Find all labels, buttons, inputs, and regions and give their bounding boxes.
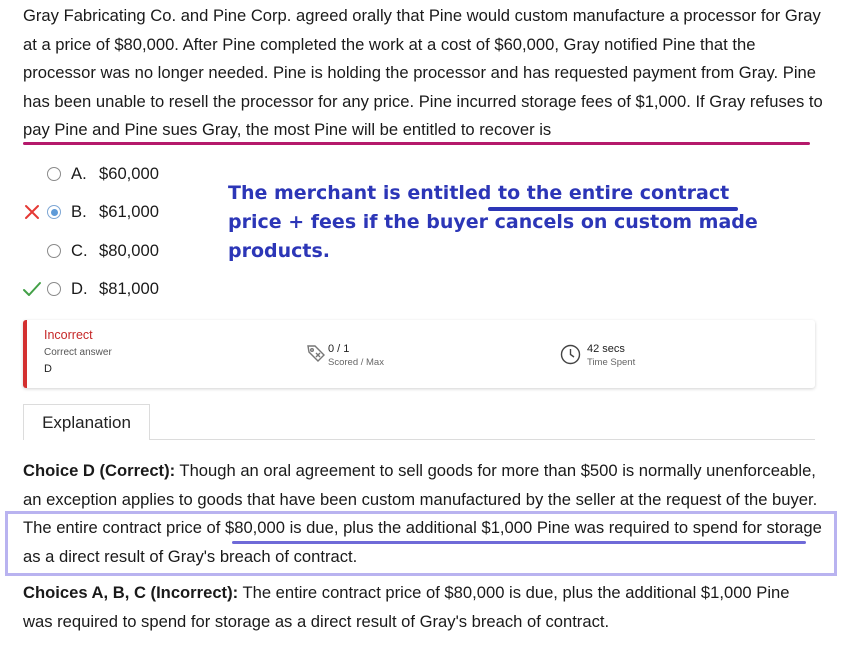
time-value: 42 secs	[587, 343, 625, 355]
option-letter: D.	[71, 279, 88, 298]
option-letter: B.	[71, 202, 87, 221]
radio-selected-icon[interactable]	[47, 205, 61, 219]
score-label: Scored / Max	[328, 357, 384, 368]
choice-d-heading: Choice D (Correct):	[23, 461, 176, 480]
option-text: $81,000	[99, 279, 159, 298]
explanation-paragraph	[23, 579, 823, 636]
blank-mark	[20, 239, 44, 263]
option-c[interactable]	[20, 239, 159, 263]
time-label: Time Spent	[587, 357, 636, 368]
question-text: Gray Fabricating Co. and Pine Corp. agreed orally that Pine would custom manufacture a processor for Gray at a price of $80,000. After Pine completed the work at a cost of $60,000, Gray notified Pine that the processor was no longer needed. Pine is holding the processor and has requested payment from Gray. Pine has been unable to resell the processor for any price. Pine incurred storage fees of $1,000. If Gray refuses to pay Pine and Pine sues Gray, the most Pine will be entitled to recover is	[23, 6, 823, 139]
option-a[interactable]	[20, 162, 159, 186]
x-icon	[20, 200, 44, 224]
option-letter: C.	[71, 241, 88, 260]
explanation-underline	[232, 541, 806, 544]
tab-divider	[150, 439, 815, 440]
handwritten-note: The merchant is entitled to the entire contract price + fees if the buyer cancels on custom made products.	[228, 182, 758, 262]
option-text: $61,000	[99, 202, 159, 221]
score-value: 0 / 1	[328, 343, 350, 355]
score-icon	[305, 342, 327, 364]
option-letter: A.	[71, 164, 87, 183]
result-status: Incorrect	[44, 328, 93, 342]
radio-icon[interactable]	[47, 282, 61, 296]
blank-mark	[20, 162, 44, 186]
note-underline	[488, 207, 738, 211]
choices-abc-text: The entire contract price of $80,000 is due, plus the additional $1,000 Pine was required to spend for storage as a direct result of Gray's breach of contract.	[23, 583, 790, 631]
option-text: $80,000	[99, 241, 159, 260]
radio-icon[interactable]	[47, 244, 61, 258]
radio-icon[interactable]	[47, 167, 61, 181]
result-card	[23, 320, 815, 388]
option-b[interactable]	[20, 200, 159, 224]
status-bar	[23, 320, 27, 388]
clock-icon	[560, 344, 581, 365]
annotation-underline	[23, 142, 810, 145]
choice-d-text: Though an oral agreement to sell goods for more than $500 is normally unenforceable, an exception applies to goods that have been custom manufactured by the seller at the request of the buyer. The entire contract price of $80,000 is due, plus the additional $1,000 Pine was required to spend for storage as a direct result of Gray's breach of contract.	[23, 461, 822, 566]
option-d[interactable]	[20, 277, 159, 301]
correct-answer-label: Correct answer	[44, 347, 112, 358]
option-text: $60,000	[99, 164, 159, 183]
correct-answer-value: D	[44, 363, 52, 375]
choices-abc-heading: Choices A, B, C (Incorrect):	[23, 583, 239, 602]
tab-explanation[interactable]: Explanation	[23, 404, 150, 440]
checkmark-icon	[20, 277, 44, 301]
